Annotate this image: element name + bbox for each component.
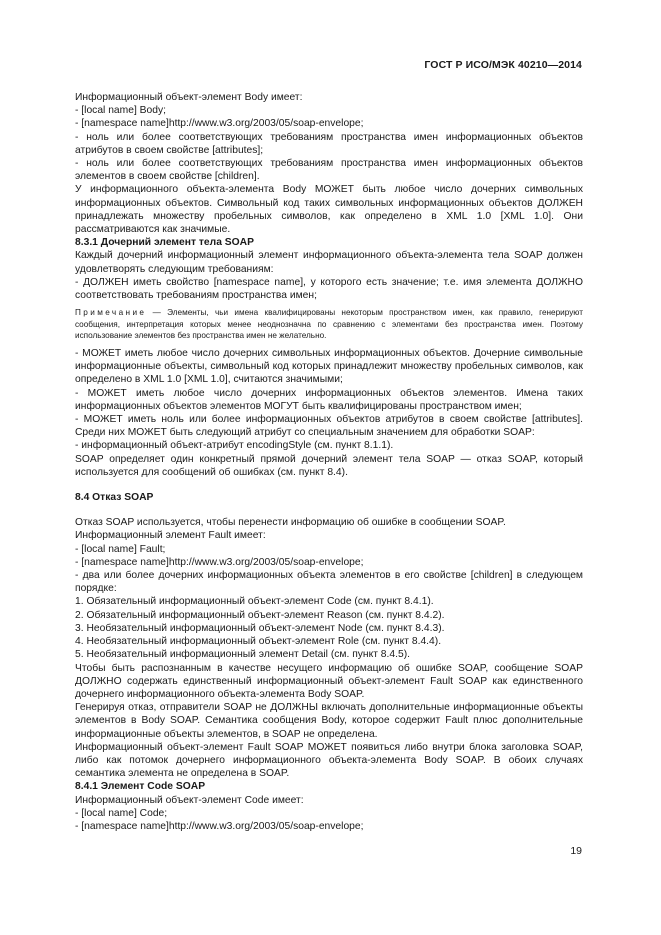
paragraph: - МОЖЕТ иметь любое число дочерних символьных информационных объектов. Дочерние символьные информационные объекты, символьный код которых принадлежит множеству пробельных символов, как определено в XML 1.0 [XML 1.0], считаются значимыми;	[75, 348, 583, 386]
document-header: ГОСТ Р ИСО/МЭК 40210—2014	[424, 59, 582, 71]
paragraph: - два или более дочерних информационных объекта элементов в его свойстве [children] в следующем порядке:	[75, 570, 583, 595]
paragraph: - [local name] Fault;	[75, 543, 166, 555]
list-item: 3. Необязательный информационный объект-элемент Node (см. пункт 8.4.3).	[75, 622, 445, 634]
spacer	[75, 479, 583, 491]
paragraph: - МОЖЕТ иметь ноль или более информационных объектов атрибутов в своем свойстве [attributes]. Среди них МОЖЕТ быть следующий атрибут со специальным значением для обработки SOAP:	[75, 414, 583, 439]
paragraph: - информационный объект-атрибут encodingStyle (см. пункт 8.1.1).	[75, 440, 394, 452]
paragraph: Информационный объект-элемент Body имеет:	[75, 92, 303, 103]
section-heading: 8.4 Отказ SOAP	[75, 492, 154, 504]
note-label: Примечание	[75, 308, 147, 318]
paragraph: - ноль или более соответствующих требованиям пространства имен информационных объектов элементов в своем свойстве [children].	[75, 158, 583, 183]
page-body	[75, 91, 583, 833]
paragraph: Чтобы быть распознанным в качестве несущего информацию об ошибке SOAP, сообщение SOAP ДОЛЖНО содержать единственный информационный объект-элемент Fault SOAP как единственного дочернего информационного объекта-элемента Body SOAP.	[75, 662, 583, 700]
paragraph: Информационный объект-элемент Code имеет:	[75, 794, 304, 806]
paragraph: Информационный элемент Fault имеет:	[75, 530, 266, 542]
paragraph: Каждый дочерний информационный элемент информационного объекта-элемента тела SOAP должен удовлетворять следующим требованиям:	[75, 250, 583, 275]
paragraph: - МОЖЕТ иметь любое число дочерних информационных объектов элементов. Имена таких информационных объектов элементов МОГУТ быть квалифицированы пространством имен;	[75, 387, 583, 412]
paragraph: - [namespace name]http://www.w3.org/2003/05/soap-envelope;	[75, 820, 364, 832]
paragraph: Генерируя отказ, отправители SOAP не ДОЛЖНЫ включать дополнительные информационные объекты элементов в Body SOAP. Семантика сообщения Body, которое содержит Fault плюс дополнительные информационные объекты элементов, в SOAP не определена.	[75, 702, 583, 740]
paragraph: У информационного объекта-элемента Body МОЖЕТ быть любое число дочерних символьных информационных объектов. Символьный код таких символьных информационных объектов ДОЛЖЕН принадлежать множеству пробельных символов, как определено в XML 1.0 [XML 1.0]. Они рассматриваются как значимые.	[75, 184, 583, 236]
paragraph: SOAP определяет один конкретный прямой дочерний элемент тела SOAP — отказ SOAP, который используется для сообщений об ошибках (см. пункт 8.4).	[75, 453, 583, 478]
list-item: 1. Обязательный информационный объект-элемент Code (см. пункт 8.4.1).	[75, 596, 434, 608]
paragraph: Информационный объект-элемент Fault SOAP МОЖЕТ появиться либо внутри блока заголовка SOAP, либо как потомок дочернего информационного объекта-элемента Body SOAP. В обоих случаях семантика элемента не определена в SOAP.	[75, 741, 583, 780]
paragraph: - [namespace name]http://www.w3.org/2003/05/soap-envelope;	[75, 118, 364, 130]
paragraph: - [namespace name]http://www.w3.org/2003/05/soap-envelope;	[75, 556, 364, 568]
note-text: — Элементы, чьи имена квалифицированы некоторым пространством имен, как правило, генерируют сообщения, интерпретация которых менее неоднозначна по сравнению с элементами без пространства имен. Поэтому использование элементов без пространства имен не желательно.	[75, 308, 583, 341]
paragraph: - ноль или более соответствующих требованиям пространства имен информационных объектов атрибутов в своем свойстве [attributes];	[75, 131, 583, 156]
paragraph: - ДОЛЖЕН иметь свойство [namespace name], у которого есть значение; т.е. имя элемента ДОЛЖНО соответствовать требованиям пространства имен;	[75, 276, 583, 302]
note	[75, 307, 583, 342]
paragraph: Отказ SOAP используется, чтобы перенести информацию об ошибке в сообщении SOAP.	[75, 517, 506, 529]
list-item: 5. Необязательный информационный элемент Detail (см. пункт 8.4.5).	[75, 649, 410, 661]
paragraph: - [local name] Code;	[75, 807, 168, 819]
section-heading: 8.4.1 Элемент Code SOAP	[75, 781, 206, 793]
spacer	[75, 504, 583, 516]
section-heading: 8.3.1 Дочерний элемент тела SOAP	[75, 237, 254, 249]
list-item: 2. Обязательный информационный объект-элемент Reason (см. пункт 8.4.2).	[75, 609, 445, 621]
page-number: 19	[570, 845, 582, 857]
list-item: 4. Необязательный информационный объект-элемент Role (см. пункт 8.4.4).	[75, 636, 442, 648]
paragraph: - [local name] Body;	[75, 105, 166, 117]
